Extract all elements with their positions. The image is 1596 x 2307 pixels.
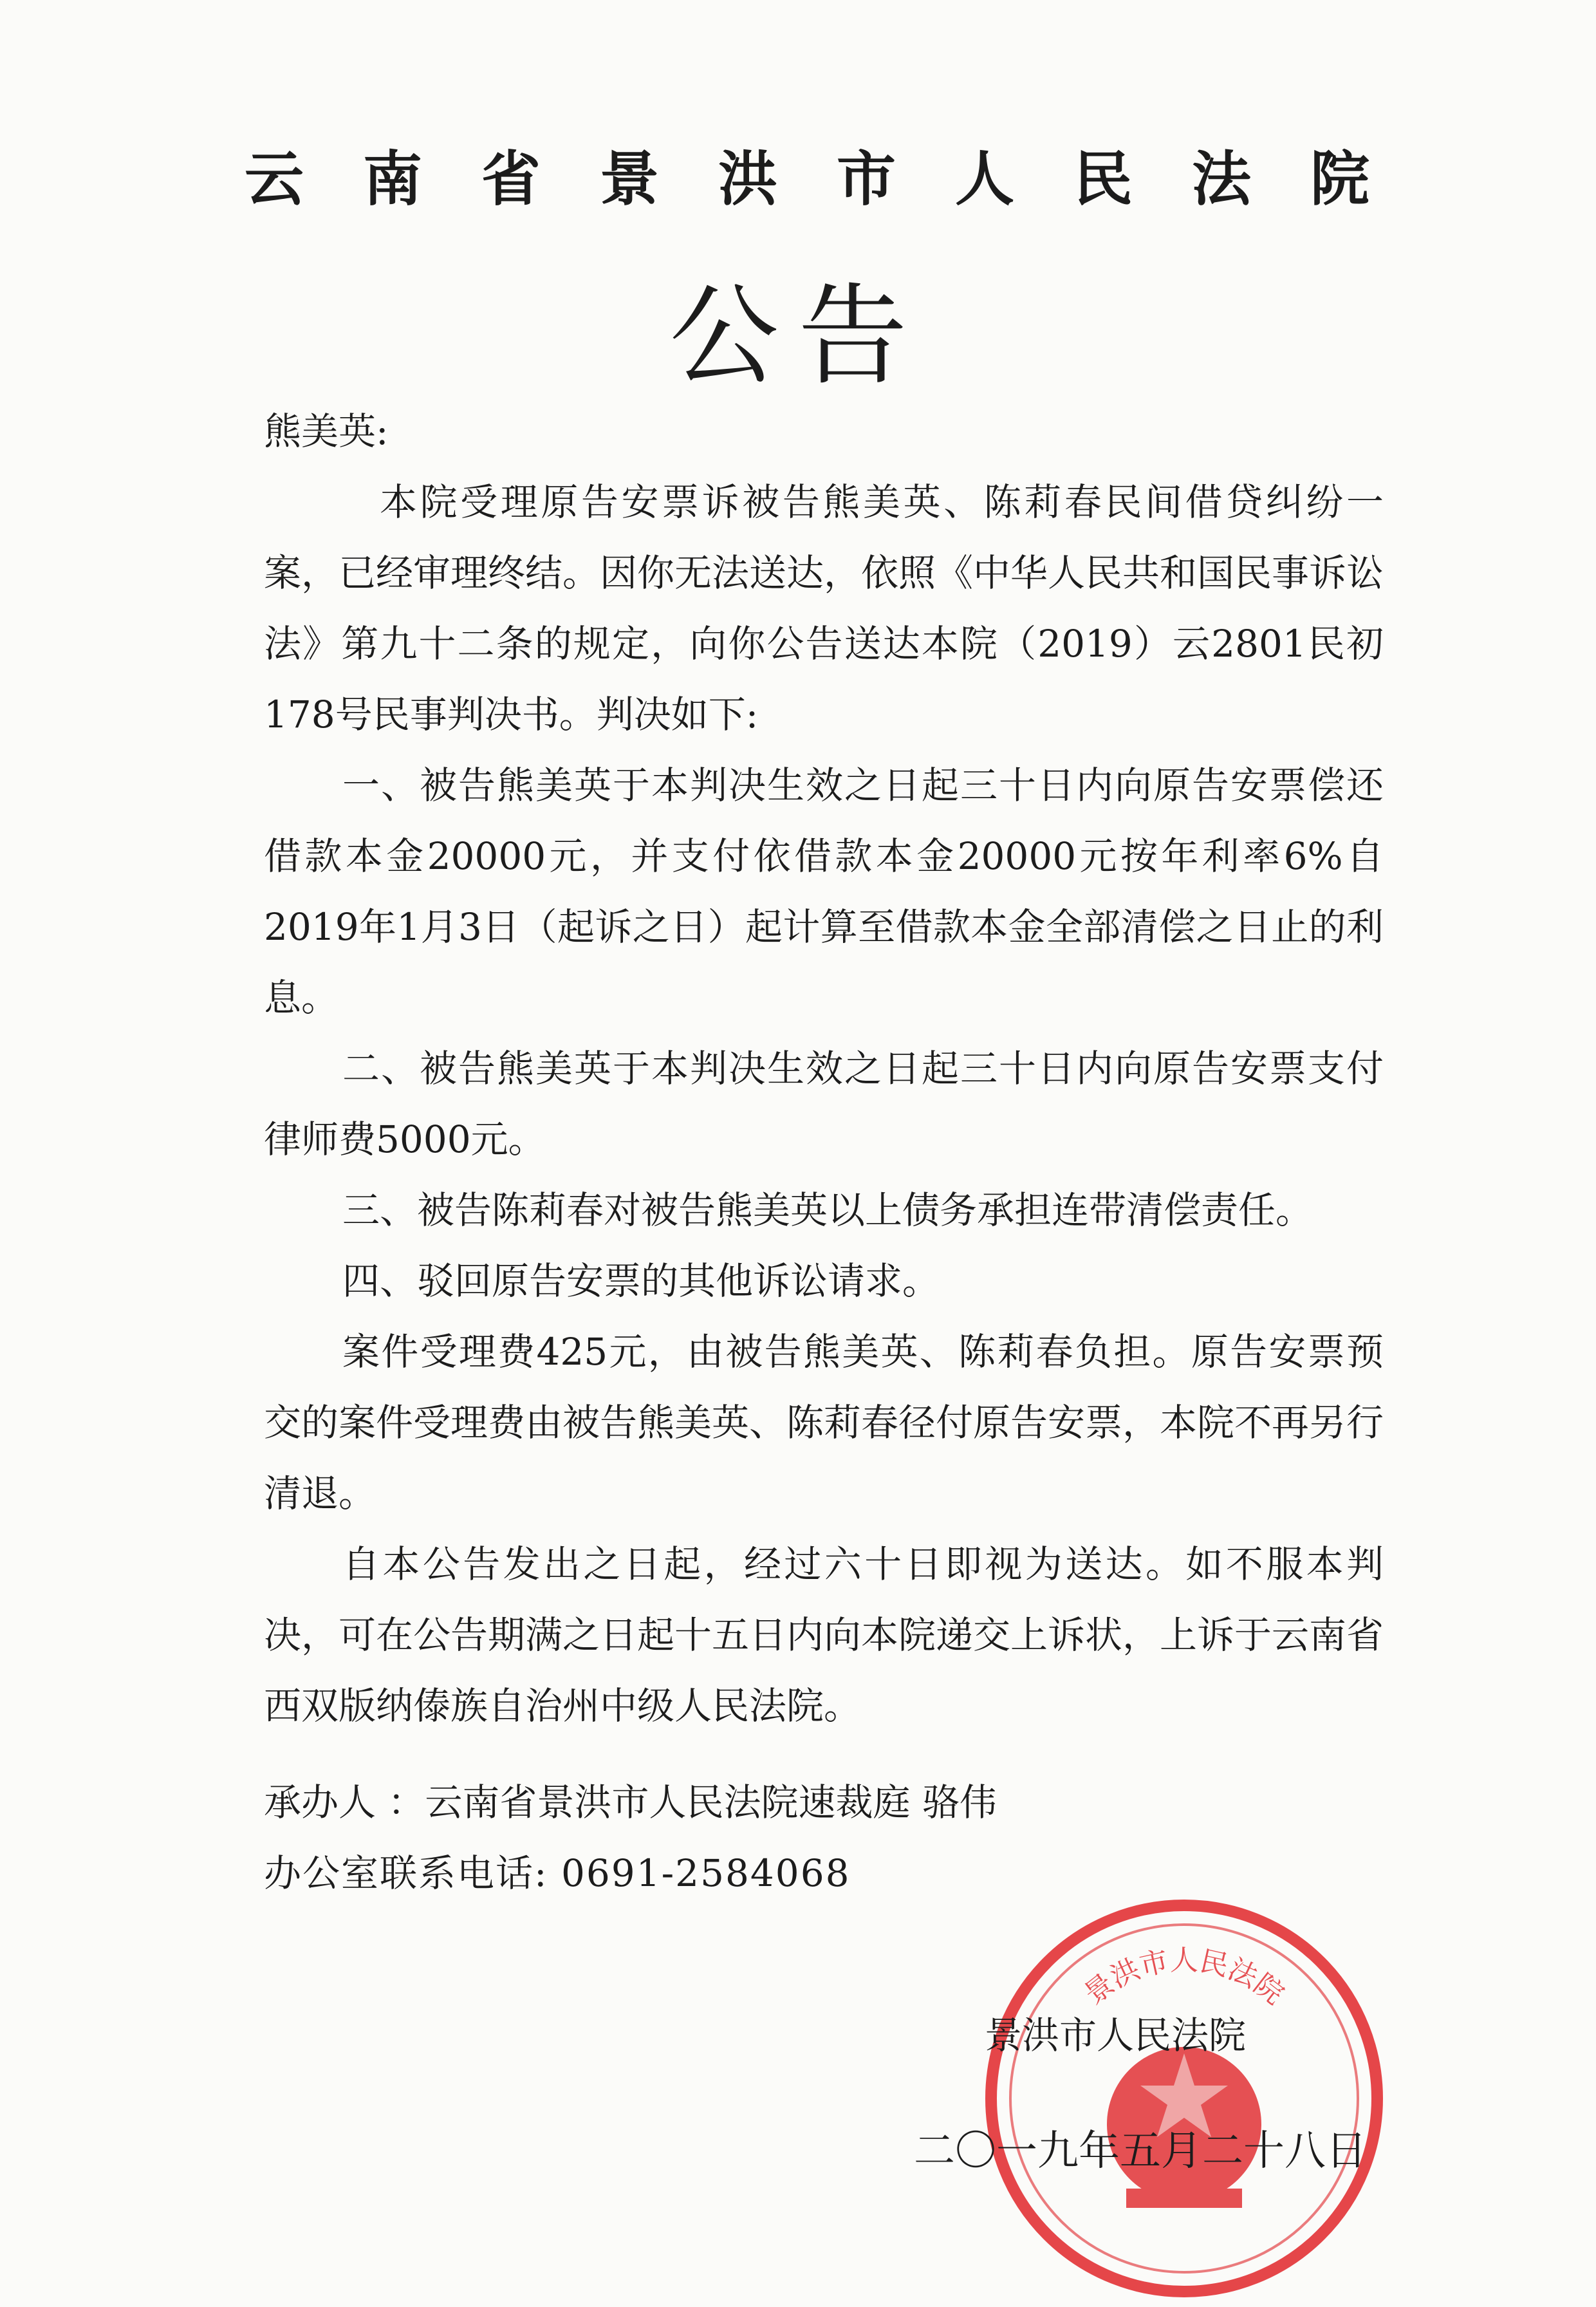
salutation: 熊美英:	[264, 409, 389, 453]
paragraph-judgment-3: 三、被告陈莉春对被告熊美英以上债务承担连带清偿责任。	[342, 1188, 1313, 1232]
seal-text: 景洪市人民法院	[1078, 1944, 1290, 2012]
court-seal	[978, 1892, 1390, 2304]
signature-court: 景洪市人民法院	[985, 2013, 1247, 2057]
paragraph-intro: 本院受理原告安票诉被告熊美英、陈莉春民间借贷纠纷一案，已经审理终结。因你无法送达，依照《中华人民共和国民事诉讼法》第九十二条的规定，向你公告送达本院（2019）云2801民初178号民事判决书。判决如下:	[264, 480, 1384, 736]
signature-date: 二〇一九年五月二十八日	[914, 2127, 1367, 2175]
handler-line: 承办人 ：云南省景洪市人民法院速裁庭 骆伟	[264, 1780, 997, 1824]
paragraph-judgment-1: 一、被告熊美英于本判决生效之日起三十日内向原告安票偿还借款本金20000元，并支付依借款本金20000元按年利率6%自2019年1月3日（起诉之日）起计算至借款本金全部清偿之日止的利息。	[264, 763, 1384, 1020]
svg-text:景洪市人民法院	[1078, 1944, 1290, 2011]
document-title: 公告	[669, 273, 927, 400]
paragraph-fees: 案件受理费425元，由被告熊美英、陈莉春负担。原告安票预交的案件受理费由被告熊美英、陈莉春径付原告安票，本院不再另行清退。	[264, 1330, 1384, 1515]
paragraph-appeal: 自本公告发出之日起，经过六十日即视为送达。如不服本判决，可在公告期满之日起十五日内向本院递交上诉状，上诉于云南省西双版纳傣族自治州中级人民法院。	[264, 1542, 1384, 1728]
phone-line: 办公室联系电话: 0691-2584068	[264, 1851, 851, 1895]
notice-body	[264, 396, 1384, 1741]
court-name-heading: 云南省景洪市人民法院	[245, 144, 1429, 214]
paragraph-judgment-4: 四、驳回原告安票的其他诉讼请求。	[342, 1259, 940, 1303]
seal-icon	[978, 1892, 1390, 2304]
paragraph-judgment-2: 二、被告熊美英于本判决生效之日起三十日内向原告安票支付律师费5000元。	[264, 1047, 1384, 1161]
